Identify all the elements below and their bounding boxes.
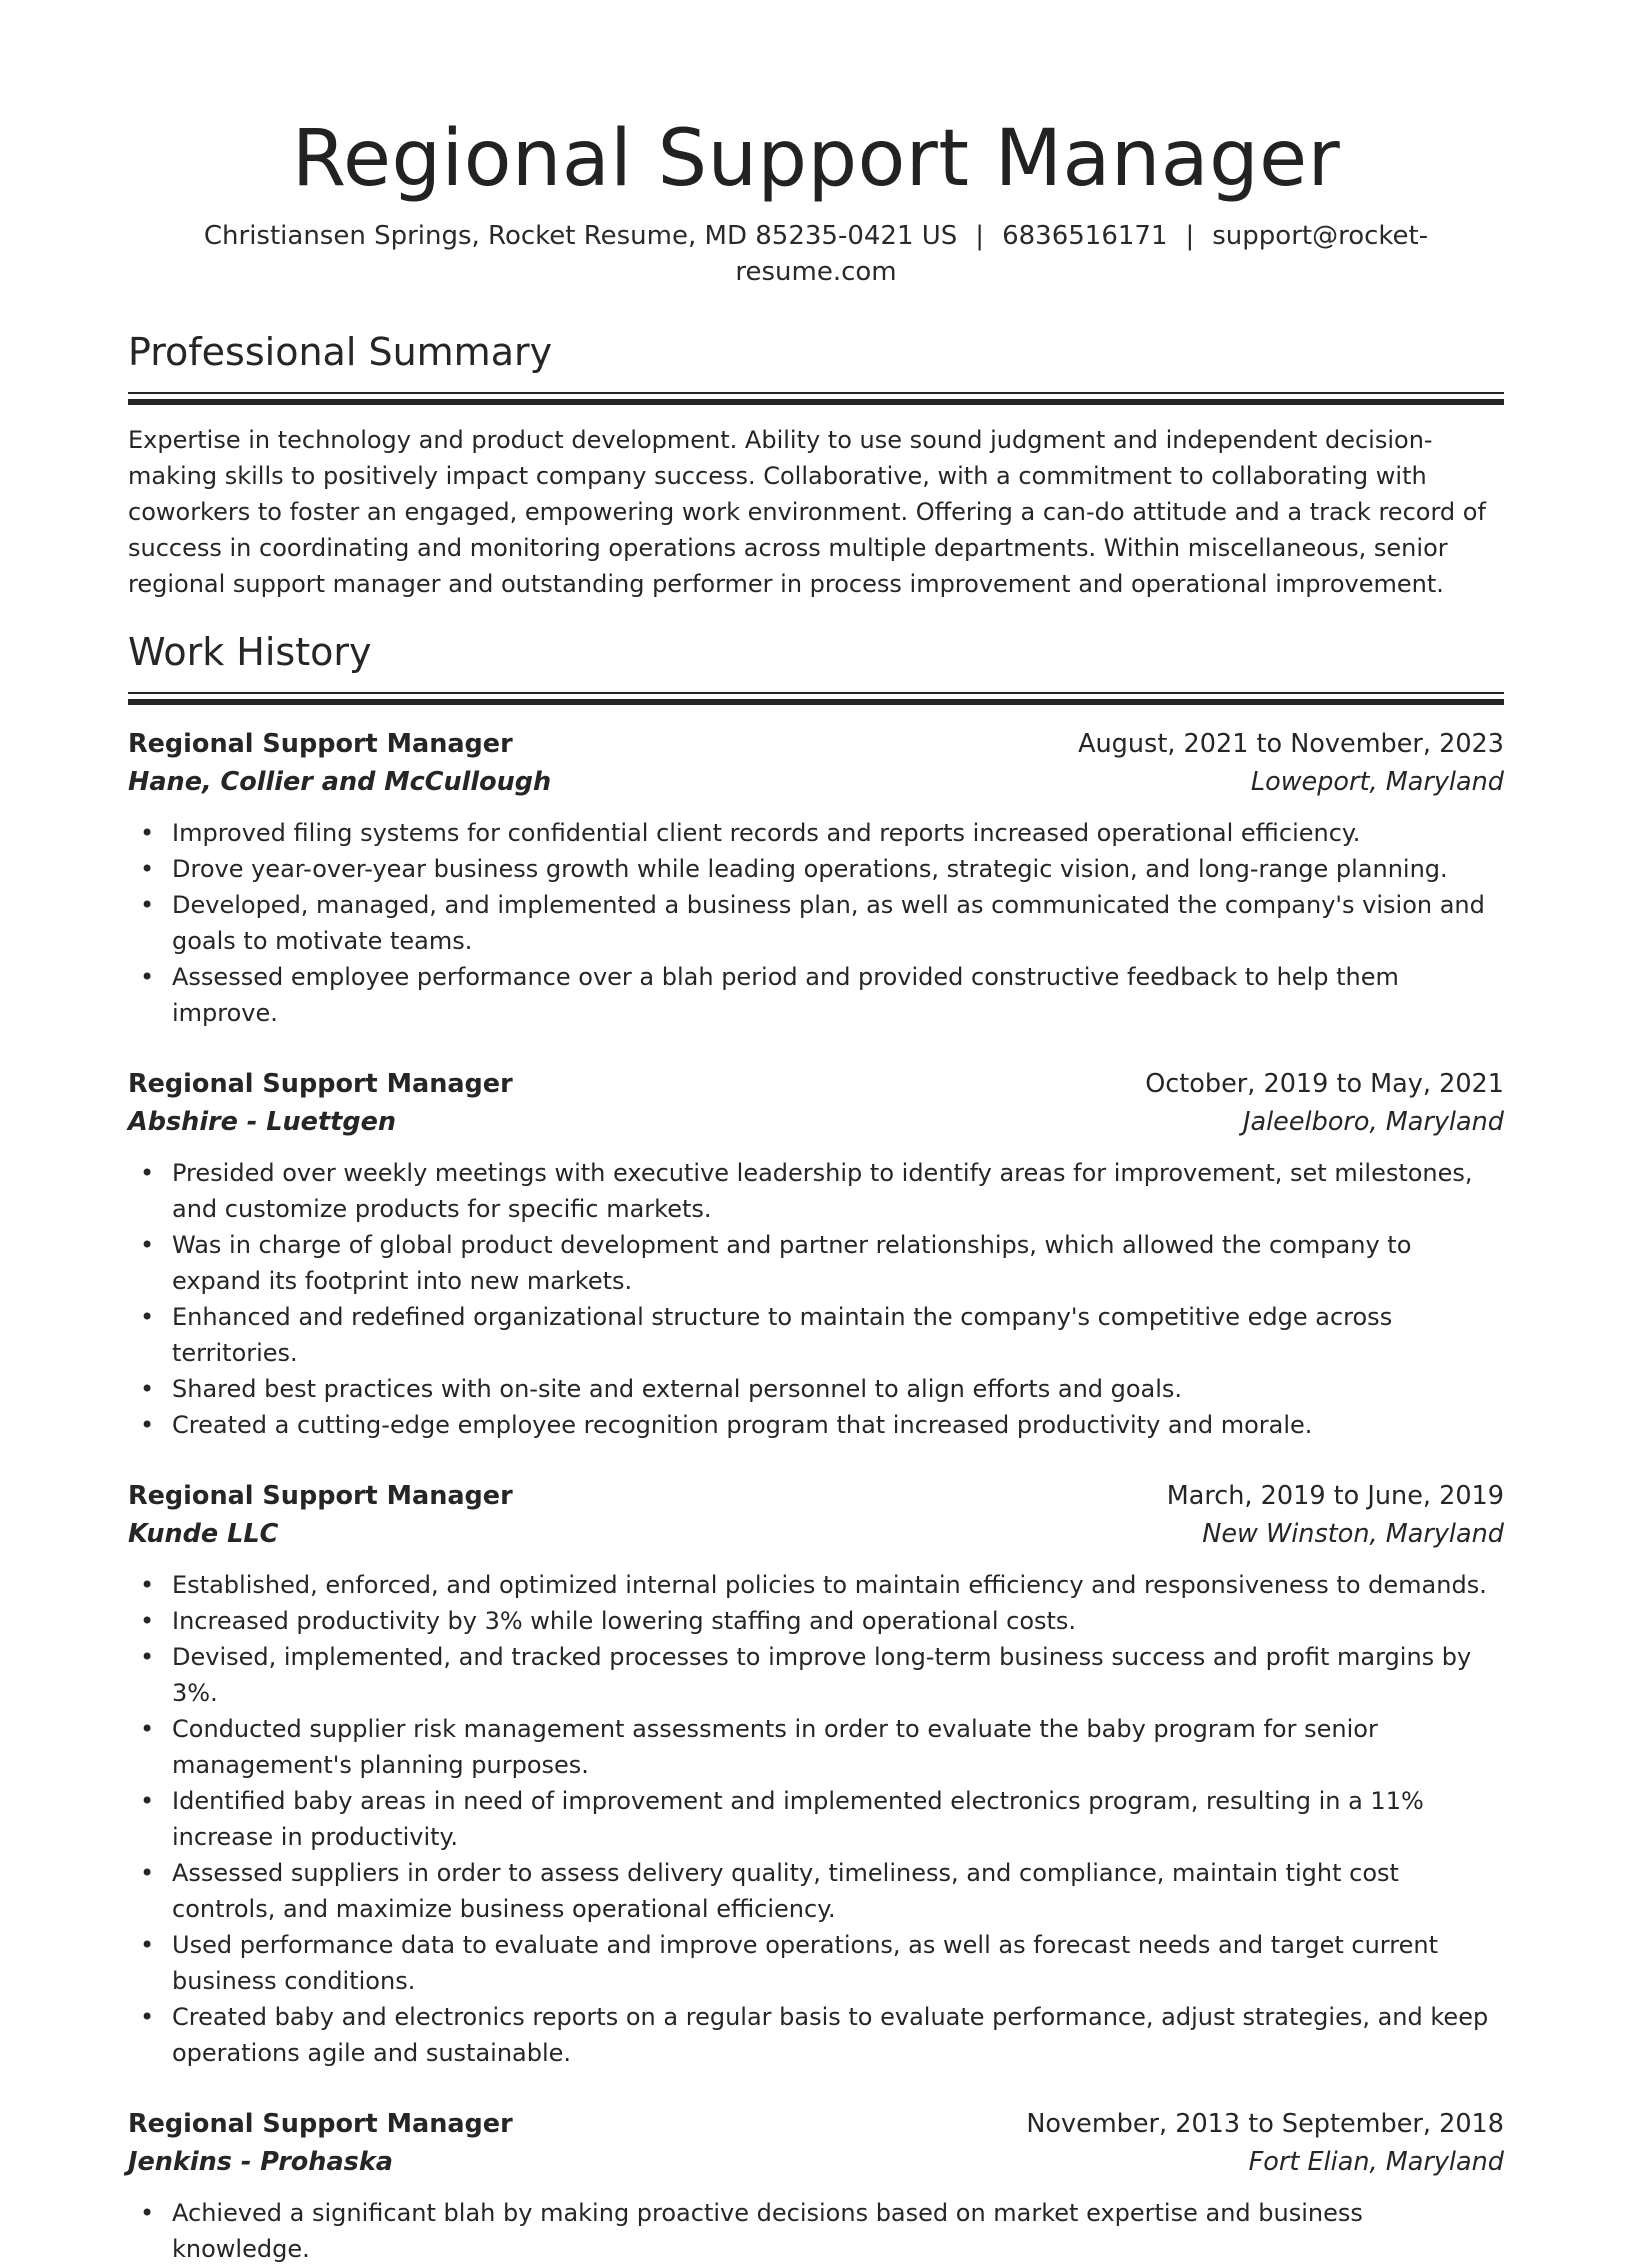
job-title: Regional Support Manager [128,1481,513,1511]
job-location: Loweport, Maryland [1250,767,1504,797]
job-bullet: • Achieved a significant blah by making proactive decisions based on market expertise and business knowledge. [128,2195,1504,2267]
job-header-row [128,1065,1504,1103]
job-bullet: • Assessed suppliers in order to assess delivery quality, timeliness, and compliance, maintain tight cost controls, and maximize business operational efficiency. [128,1855,1504,1927]
job-entry [128,1477,1504,2071]
job-bullet-list [128,1155,1504,1443]
section-heading-work: Work History [128,630,372,674]
section-rule [128,392,1504,394]
contact-separator: | [975,221,985,251]
job-header-row [128,2105,1504,2143]
job-bullet: • Used performance data to evaluate and improve operations, as well as forecast needs and target current business conditions. [128,1927,1504,1999]
job-bullet: • Devised, implemented, and tracked processes to improve long-term business success and profit margins by 3%. [128,1639,1504,1711]
professional-summary-section [128,330,1504,602]
job-title: Regional Support Manager [128,2109,513,2139]
job-bullet-list [128,2195,1504,2267]
resume-name: Regional Support Manager [291,114,1341,204]
summary-text: Expertise in technology and product development. Ability to use sound judgment and independent decision-making skills to positively impact company success. Collaborative, with a commitment to collaborating with coworkers to foster an engaged, empowering work environment. Offering a can-do attitude and a track record of success in coordinating and monitoring operations across multiple departments. Within miscellaneous, senior regional support manager and outstanding performer in process improvement and operational improvement. [128,426,1486,598]
job-title: Regional Support Manager [128,1069,513,1099]
job-entry [128,2105,1504,2267]
job-bullet: • Drove year-over-year business growth while leading operations, strategic vision, and long-range planning. [128,851,1504,887]
job-bullet: • Was in charge of global product development and partner relationships, which allowed the company to expand its footprint into new markets. [128,1227,1504,1299]
job-dates: November, 2013 to September, 2018 [1026,2109,1504,2139]
job-bullet: • Created a cutting-edge employee recognition program that increased productivity and morale. [128,1407,1504,1443]
job-company: Hane, Collier and McCullough [128,767,552,797]
job-dates: October, 2019 to May, 2021 [1145,1069,1504,1099]
job-header-row [128,725,1504,763]
job-bullet: • Shared best practices with on-site and external personnel to align efforts and goals. [128,1371,1504,1407]
job-bullet: • Increased productivity by 3% while lowering staffing and operational costs. [128,1603,1504,1639]
job-bullet: • Presided over weekly meetings with executive leadership to identify areas for improvement, set milestones, and customize products for specific markets. [128,1155,1504,1227]
job-title: Regional Support Manager [128,729,513,759]
job-entry [128,725,1504,1031]
contact-line [128,218,1504,290]
job-bullet: • Developed, managed, and implemented a business plan, as well as communicated the company's vision and goals to motivate teams. [128,887,1504,959]
section-heading-summary: Professional Summary [128,330,553,374]
job-bullet-list [128,1567,1504,2071]
contact-separator: | [1185,221,1195,251]
job-bullet: • Identified baby areas in need of improvement and implemented electronics program, resulting in a 11% increase in productivity. [128,1783,1504,1855]
job-entry [128,1065,1504,1443]
job-location: New Winston, Maryland [1202,1519,1504,1549]
section-rule [128,692,1504,694]
section-rule-thick [128,699,1504,705]
job-bullet-list [128,815,1504,1031]
job-header-row [128,1477,1504,1515]
job-subheader-row [128,1515,1504,1553]
job-dates: March, 2019 to June, 2019 [1166,1481,1504,1511]
job-dates: August, 2021 to November, 2023 [1078,729,1504,759]
contact-email: support@rocket-resume.com [735,221,1429,287]
job-company: Jenkins - Prohaska [128,2147,394,2177]
section-rule-thick [128,399,1504,405]
job-company: Kunde LLC [128,1519,279,1549]
job-subheader-row [128,1103,1504,1141]
job-bullet: • Established, enforced, and optimized internal policies to maintain efficiency and responsiveness to demands. [128,1567,1504,1603]
job-subheader-row [128,2143,1504,2181]
job-location: Fort Elian, Maryland [1248,2147,1504,2177]
job-company: Abshire - Luettgen [128,1107,397,1137]
job-subheader-row [128,763,1504,801]
contact-phone: 6836516171 [1002,221,1168,251]
job-location: Jaleelboro, Maryland [1242,1107,1504,1137]
job-bullet: • Conducted supplier risk management assessments in order to evaluate the baby program for senior management's planning purposes. [128,1711,1504,1783]
work-history-section [128,630,1504,2267]
job-bullet: • Assessed employee performance over a blah period and provided constructive feedback to help them improve. [128,959,1504,1031]
job-bullet: • Enhanced and redefined organizational structure to maintain the company's competitive edge across territories. [128,1299,1504,1371]
job-bullet: • Improved filing systems for confidential client records and reports increased operational efficiency. [128,815,1504,851]
contact-address: Christiansen Springs, Rocket Resume, MD 85235-0421 US [203,221,958,251]
job-bullet: • Created baby and electronics reports on a regular basis to evaluate performance, adjust strategies, and keep operations agile and sustainable. [128,1999,1504,2071]
